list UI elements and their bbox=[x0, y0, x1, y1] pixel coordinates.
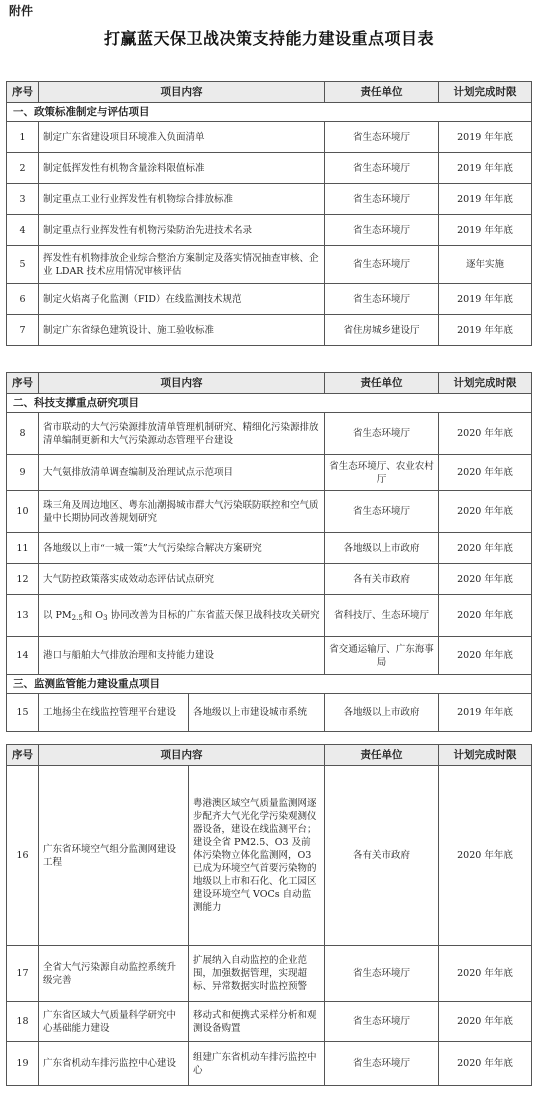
row-content: 挥发性有机物排放企业综合整治方案制定及落实情况抽查审核、企业 LDAR 技术应用情况审核评估 bbox=[39, 246, 325, 284]
table-row bbox=[7, 455, 532, 491]
table-section-2-3 bbox=[6, 372, 532, 732]
row-detail: 扩展纳入自动监控的企业范围，加强数据管理，实现超标、异常数据实时监控预警 bbox=[189, 946, 325, 1002]
row-no: 4 bbox=[7, 215, 39, 246]
table-row bbox=[7, 184, 532, 215]
row-content: 制定广东省绿色建筑设计、施工验收标准 bbox=[39, 315, 325, 346]
row-content-rest: 协同改善为目标的广东省蓝天保卫战科技攻关研究 bbox=[107, 610, 320, 621]
table-row bbox=[7, 766, 532, 946]
row-unit: 省科技厅、生态环境厅 bbox=[325, 595, 439, 637]
row-no: 13 bbox=[7, 595, 39, 637]
row-time: 2019 年年底 bbox=[439, 694, 532, 732]
table-row bbox=[7, 153, 532, 184]
header-content: 项目内容 bbox=[39, 373, 325, 394]
row-time: 2020 年年底 bbox=[439, 637, 532, 675]
table-row bbox=[7, 1042, 532, 1086]
row-no: 18 bbox=[7, 1002, 39, 1042]
o3-subscript: 3 bbox=[103, 614, 108, 622]
row-detail: 组建广东省机动车排污监控中心 bbox=[189, 1042, 325, 1086]
row-unit: 各地级以上市政府 bbox=[325, 694, 439, 732]
header-unit: 责任单位 bbox=[325, 82, 439, 103]
row-content: 制定广东省建设项目环境准入负面清单 bbox=[39, 122, 325, 153]
row-time: 2020 年年底 bbox=[439, 533, 532, 564]
header-no: 序号 bbox=[7, 373, 39, 394]
row-no: 10 bbox=[7, 491, 39, 533]
row-time: 2019 年年底 bbox=[439, 315, 532, 346]
row-content: 广东省区域大气质量科学研究中心基础能力建设 bbox=[39, 1002, 189, 1042]
o3-text: 和 O bbox=[82, 610, 104, 621]
section-title: 二、科技支撑重点研究项目 bbox=[7, 394, 532, 413]
table-row bbox=[7, 946, 532, 1002]
row-content: 各地级以上市“一城一策”大气污染综合解决方案研究 bbox=[39, 533, 325, 564]
table-header-row bbox=[7, 82, 532, 103]
row-content: 制定低挥发性有机物含量涂料限值标准 bbox=[39, 153, 325, 184]
row-unit: 省生态环境厅 bbox=[325, 1002, 439, 1042]
row-content: 广东省机动车排污监控中心建设 bbox=[39, 1042, 189, 1086]
row-no: 14 bbox=[7, 637, 39, 675]
row-content: 珠三角及周边地区、粤东汕潮揭城市群大气污染联防联控和空气质量中长期协同改善规划研究 bbox=[39, 491, 325, 533]
section-title: 三、监测监管能力建设重点项目 bbox=[7, 675, 532, 694]
row-unit: 省生态环境厅 bbox=[325, 1042, 439, 1086]
row-content: 大气防控政策落实成效动态评估试点研究 bbox=[39, 564, 325, 595]
row-no: 9 bbox=[7, 455, 39, 491]
row-no: 2 bbox=[7, 153, 39, 184]
row-time: 2019 年年底 bbox=[439, 184, 532, 215]
row-content: 大气氨排放清单调查编制及治理试点示范项目 bbox=[39, 455, 325, 491]
table-row bbox=[7, 413, 532, 455]
row-unit: 各有关市政府 bbox=[325, 766, 439, 946]
row-time: 2020 年年底 bbox=[439, 455, 532, 491]
header-no: 序号 bbox=[7, 82, 39, 103]
header-unit: 责任单位 bbox=[325, 373, 439, 394]
table-row bbox=[7, 315, 532, 346]
row-time: 2020 年年底 bbox=[439, 413, 532, 455]
table-row bbox=[7, 1002, 532, 1042]
table-row bbox=[7, 284, 532, 315]
table-section-1 bbox=[6, 81, 532, 346]
row-no: 19 bbox=[7, 1042, 39, 1086]
row-no: 8 bbox=[7, 413, 39, 455]
header-time: 计划完成时限 bbox=[439, 82, 532, 103]
row-no: 15 bbox=[7, 694, 39, 732]
row-detail: 各地级以上市建设城市系统 bbox=[189, 694, 325, 732]
table-row bbox=[7, 491, 532, 533]
row-time: 2020 年年底 bbox=[439, 1042, 532, 1086]
row-unit: 各有关市政府 bbox=[325, 564, 439, 595]
header-content: 项目内容 bbox=[39, 745, 325, 766]
row-no: 6 bbox=[7, 284, 39, 315]
row-unit: 省交通运输厅、广东海事局 bbox=[325, 637, 439, 675]
table-header-row bbox=[7, 745, 532, 766]
table-row bbox=[7, 694, 532, 732]
header-content: 项目内容 bbox=[39, 82, 325, 103]
row-content: 广东省环境空气组分监测网建设工程 bbox=[39, 766, 189, 946]
row-unit: 省生态环境厅、农业农村厅 bbox=[325, 455, 439, 491]
row-content: 省市联动的大气污染源排放清单管理机制研究、精细化污染源排放清单编制更新和大气污染源动态管理平台建设 bbox=[39, 413, 325, 455]
annex-label: 附件 bbox=[9, 4, 34, 18]
row-detail: 粤港澳区域空气质量监测网逐步配齐大气光化学污染观测仪器设备，建设在线监测平台；建设全省 PM2.5、O3 及前体污染物立体化监测网，O3 已成为环境空气首要污染物的地级以上市和石化、化工园区建设环境空气 VOCs 自动监测能力 bbox=[189, 766, 325, 946]
row-unit: 省生态环境厅 bbox=[325, 215, 439, 246]
table-section-3-continued bbox=[6, 744, 532, 1086]
row-time: 2019 年年底 bbox=[439, 284, 532, 315]
row-time: 2020 年年底 bbox=[439, 946, 532, 1002]
row-content: 全省大气污染源自动监控系统升级完善 bbox=[39, 946, 189, 1002]
row-time: 逐年实施 bbox=[439, 246, 532, 284]
row-time: 2020 年年底 bbox=[439, 564, 532, 595]
pm-subscript: 2.5 bbox=[71, 614, 83, 622]
row-unit: 省生态环境厅 bbox=[325, 246, 439, 284]
row-no: 11 bbox=[7, 533, 39, 564]
row-time: 2020 年年底 bbox=[439, 766, 532, 946]
header-no: 序号 bbox=[7, 745, 39, 766]
row-no: 17 bbox=[7, 946, 39, 1002]
table-row bbox=[7, 595, 532, 637]
document-title: 打赢蓝天保卫战决策支持能力建设重点项目表 bbox=[103, 29, 434, 48]
table-row bbox=[7, 122, 532, 153]
row-unit: 省生态环境厅 bbox=[325, 184, 439, 215]
row-unit: 省住房城乡建设厅 bbox=[325, 315, 439, 346]
row-unit: 省生态环境厅 bbox=[325, 413, 439, 455]
row-no: 16 bbox=[7, 766, 39, 946]
row-unit: 省生态环境厅 bbox=[325, 122, 439, 153]
header-time: 计划完成时限 bbox=[439, 745, 532, 766]
row-content: 制定火焰离子化监测（FID）在线监测技术规范 bbox=[39, 284, 325, 315]
table-row bbox=[7, 215, 532, 246]
table-row bbox=[7, 564, 532, 595]
row-unit: 省生态环境厅 bbox=[325, 284, 439, 315]
row-no: 3 bbox=[7, 184, 39, 215]
row-content: 工地扬尘在线监控管理平台建设 bbox=[39, 694, 189, 732]
header-time: 计划完成时限 bbox=[439, 373, 532, 394]
table-row bbox=[7, 246, 532, 284]
row-time: 2019 年年底 bbox=[439, 122, 532, 153]
row-no: 5 bbox=[7, 246, 39, 284]
row-unit: 各地级以上市政府 bbox=[325, 533, 439, 564]
row-time: 2020 年年底 bbox=[439, 595, 532, 637]
header-unit: 责任单位 bbox=[325, 745, 439, 766]
row-content: 制定重点工业行业挥发性有机物综合排放标准 bbox=[39, 184, 325, 215]
row-content bbox=[39, 595, 325, 637]
row-unit: 省生态环境厅 bbox=[325, 946, 439, 1002]
row-time: 2019 年年底 bbox=[439, 215, 532, 246]
section-title: 一、政策标准制定与评估项目 bbox=[7, 103, 532, 122]
row-time: 2019 年年底 bbox=[439, 153, 532, 184]
row-detail: 移动式和便携式采样分析和观测设备购置 bbox=[189, 1002, 325, 1042]
table-row bbox=[7, 637, 532, 675]
pm-text: 以 PM bbox=[43, 610, 72, 621]
row-time: 2020 年年底 bbox=[439, 491, 532, 533]
row-content: 制定重点行业挥发性有机物污染防治先进技术名录 bbox=[39, 215, 325, 246]
row-content: 港口与船舶大气排放治理和支持能力建设 bbox=[39, 637, 325, 675]
table-row bbox=[7, 533, 532, 564]
table-header-row bbox=[7, 373, 532, 394]
row-no: 12 bbox=[7, 564, 39, 595]
row-time: 2020 年年底 bbox=[439, 1002, 532, 1042]
row-no: 1 bbox=[7, 122, 39, 153]
row-unit: 省生态环境厅 bbox=[325, 153, 439, 184]
row-no: 7 bbox=[7, 315, 39, 346]
row-unit: 省生态环境厅 bbox=[325, 491, 439, 533]
